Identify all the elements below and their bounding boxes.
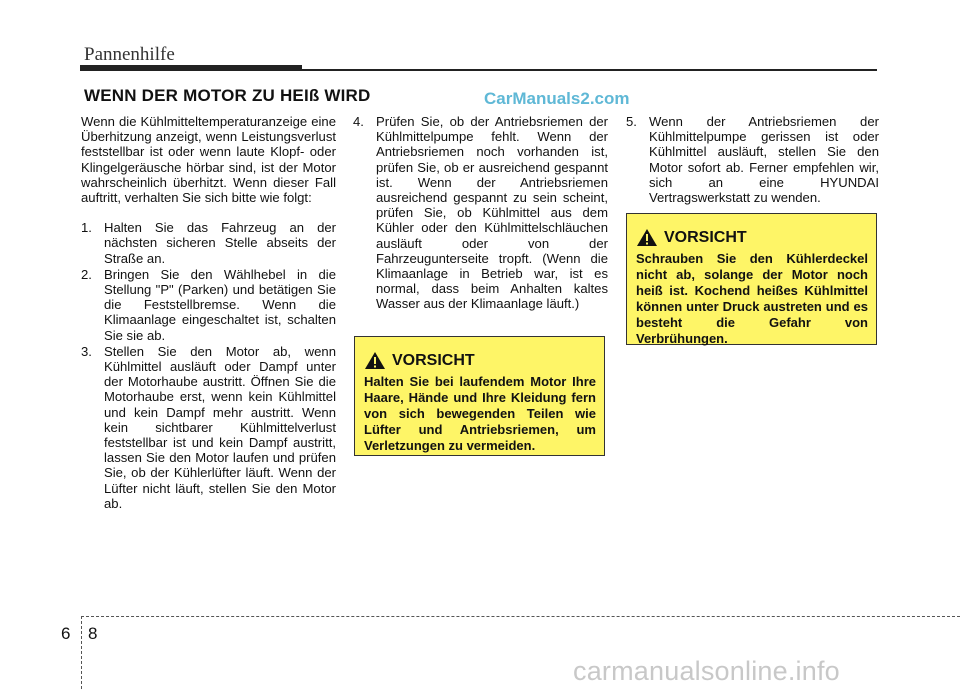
- list-item: [81, 344, 336, 511]
- watermark-bottom: carmanualsonline.info: [573, 656, 840, 686]
- section-title: WENN DER MOTOR ZU HEIß WIRD: [84, 86, 371, 105]
- list-item-number: 3.: [81, 343, 92, 359]
- warning-triangle-icon: [636, 228, 658, 247]
- footer-dashed-rule: [81, 616, 960, 617]
- caution-text: Schrauben Sie den Kühlerdeckel nicht ab, solange der Motor noch heiß ist. Kochend heißes Kühlmittel können unter Druck austreten und es besteht die Gefahr von Verbrühungen.: [636, 251, 868, 346]
- caution-box-fan: [354, 336, 605, 456]
- column-3: [626, 114, 879, 206]
- page-number: 8: [88, 624, 98, 643]
- list-item-text: Halten Sie das Fahrzeug an der nächsten sicheren Stelle abseits der Straße an.: [104, 220, 336, 266]
- list-item: [626, 114, 879, 205]
- list-item-text: Prüfen Sie, ob der Antriebsriemen der Kühlmittelpumpe fehlt. Wenn der Antriebsriemen noch vorhanden ist, prüfen Sie, ob er ausreichend gespannt ist. Wenn der Antriebsriemen ausreichend gespannt zu sein scheint, prüfen Sie, ob Kühlmittel aus dem Kühler oder den Kühlmittelschläuchen ausläuft oder von der Fahrzeugunterseite tropft. (Wenn die Klimaanlage in Betrieb war, ist es normal, dass beim Anhalten kaltes Wasser aus der Klimaanlage läuft.): [376, 114, 608, 312]
- intro-paragraph: Wenn die Kühlmitteltemperaturanzeige eine Überhitzung anzeigt, wenn Leistungsverlust feststellbar ist oder wenn laute Klopf- oder Klingelgeräusche hörbar sind, ist der Motor wahrscheinlich überhitzt. Wenn dieser Fall auftritt, verhalten Sie sich bitte wie folgt:: [81, 114, 336, 206]
- list-item: [81, 220, 336, 266]
- list-item-number: 2.: [81, 266, 92, 282]
- list-item-number: 1.: [81, 220, 92, 236]
- list-item: [81, 267, 336, 343]
- warning-triangle-icon: [364, 351, 386, 370]
- header-rule-thin: [80, 69, 877, 71]
- caution-text: Halten Sie bei laufendem Motor Ihre Haare, Hände und Ihre Kleidung fern von sich bewegenden Teilen wie Lüfter und Antriebsriemen, um Verletzungen zu vermeiden.: [364, 374, 596, 453]
- caution-title: VORSICHT: [664, 228, 747, 246]
- watermark-top: CarManuals2.com: [484, 89, 630, 108]
- chapter-number: 6: [61, 624, 71, 643]
- column-1: [81, 114, 336, 512]
- footer-dashed-divider: [81, 616, 82, 689]
- chapter-title: Pannenhilfe: [84, 44, 175, 65]
- list-item-number: 4.: [353, 114, 364, 129]
- list-item-text: Bringen Sie den Wählhebel in die Stellung "P" (Parken) und betätigen Sie die Feststellbremse. Wenn die Klimaanlage eingeschaltet ist, schalten Sie sie ab.: [104, 266, 336, 343]
- list-item-text: Stellen Sie den Motor ab, wenn Kühlmittel ausläuft oder Dampf unter der Motorhaube austritt. Öffnen Sie die Motorhaube erst, wenn kein Kühlmittel und kein Dampf mehr austritt. Wenn kein sichtbarer Kühlmittelverlust feststellbar ist und kein Dampf austritt, lassen Sie den Motor laufen und prüfen Sie, ob der Kühlerlüfter läuft. Wenn der Lüfter nicht läuft, stellen Sie den Motor ab.: [104, 343, 336, 511]
- list-item: [353, 114, 608, 312]
- caution-box-radiator: [626, 213, 877, 345]
- caution-title: VORSICHT: [392, 351, 475, 369]
- list-item-text: Wenn der Antriebsriemen der Kühlmittelpumpe gerissen ist oder Kühlmittel ausläuft, stellen Sie den Motor sofort ab. Ferner empfehlen wir, sich an eine HYUNDAI Vertragswerkstatt zu wenden.: [649, 114, 879, 206]
- column-2: [353, 114, 608, 313]
- list-item-number: 5.: [626, 114, 637, 129]
